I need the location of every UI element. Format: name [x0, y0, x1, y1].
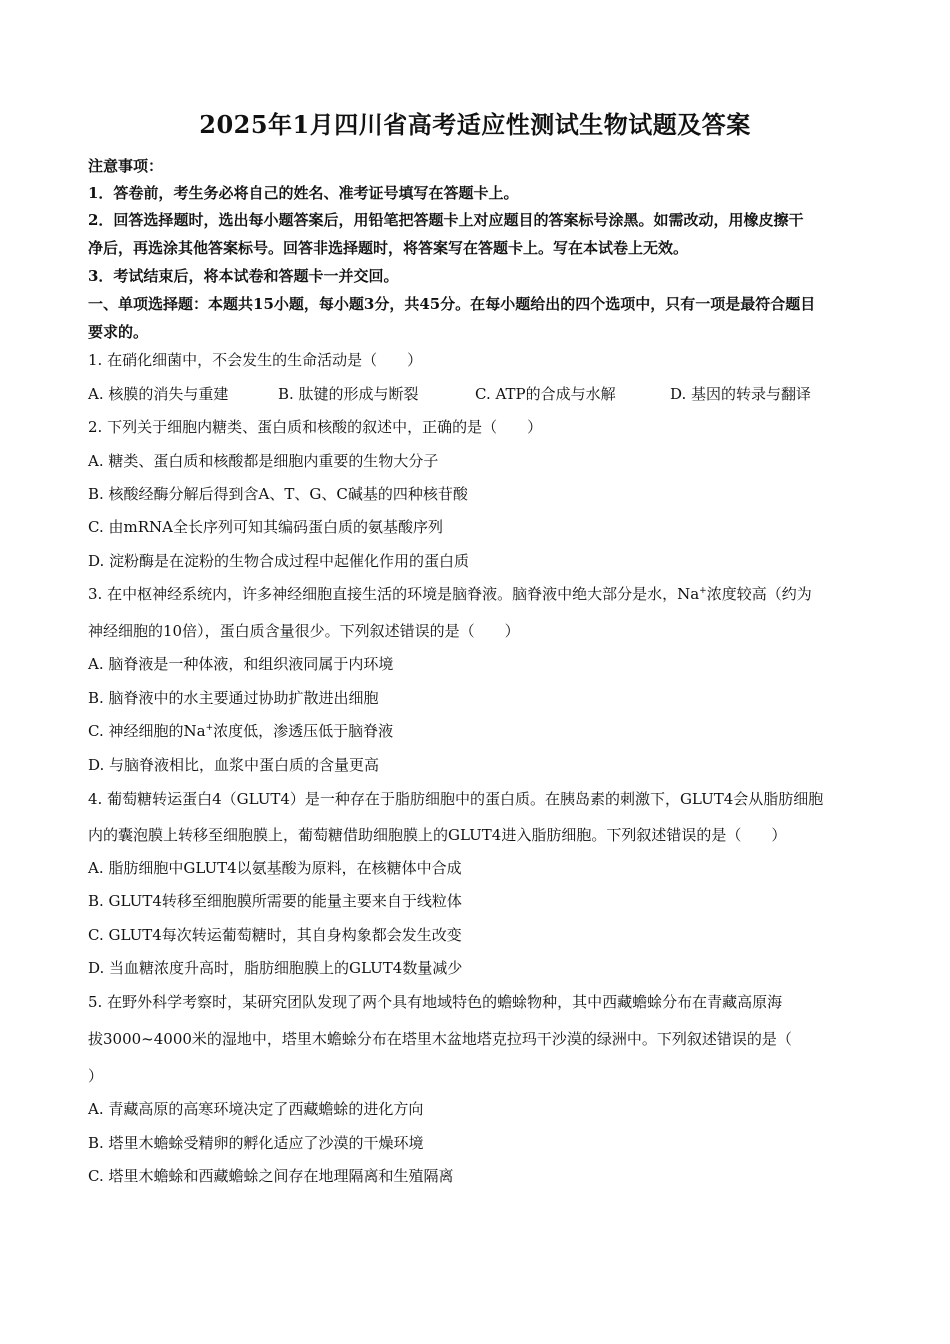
option-d: D. 基因的转录与翻译: [670, 385, 812, 403]
option-c-text-cont: 浓度低，渗透压低于脑脊液: [213, 722, 394, 740]
notice-item-2: 2．回答选择题时，选出每小题答案后，用铅笔把答题卡上对应题目的答案标号涂黑。如需改动，用橡皮擦干: [88, 211, 804, 229]
question-2-option-b: B. 核酸经酶分解后得到含A、T、G、C碱基的四种核苷酸: [88, 485, 468, 503]
question-5-option-b: B. 塔里木蟾蜍受精卵的孵化适应了沙漠的干燥环境: [88, 1134, 424, 1152]
section-heading-cont: 要求的。: [88, 323, 149, 341]
page-title: 2025年1月四川省高考适应性测试生物试题及答案: [199, 110, 751, 139]
question-3-stem: [88, 584, 868, 604]
notice-item-2-cont: 净后，再选涂其他答案标号。回答非选择题时，将答案写在答题卡上。写在本试卷上无效。: [88, 239, 689, 257]
question-3-option-b: B. 脑脊液中的水主要通过协助扩散进出细胞: [88, 689, 379, 707]
question-1-options: [88, 384, 868, 404]
question-4-option-b: B. GLUT4转移至细胞膜所需要的能量主要来自于线粒体: [88, 892, 462, 910]
question-2-option-a: A. 糖类、蛋白质和核酸都是细胞内重要的生物大分子: [88, 452, 439, 470]
question-1-stem: 1. 在硝化细菌中，不会发生的生命活动是（ ）: [88, 351, 423, 369]
question-3-stem-text: 3. 在中枢神经系统内，许多神经细胞直接生活的环境是脑脊液。脑脊液中绝大部分是水，Na: [88, 585, 700, 603]
option-a: A. 核膜的消失与重建: [88, 385, 229, 403]
superscript-plus: +: [699, 586, 707, 596]
question-5-stem: 5. 在野外科学考察时，某研究团队发现了两个具有地域特色的蟾蜍物种，其中西藏蟾蜍分布在青藏高原海: [88, 993, 783, 1011]
notice-item-3: 3．考试结束后，将本试卷和答题卡一并交回。: [88, 267, 399, 285]
question-4-option-a: A. 脂肪细胞中GLUT4以氨基酸为原料，在核糖体中合成: [88, 859, 462, 877]
question-3-stem-cont: 神经细胞的10倍），蛋白质含量很少。下列叙述错误的是（ ）: [88, 622, 520, 640]
question-2-option-d: D. 淀粉酶是在淀粉的生物合成过程中起催化作用的蛋白质: [88, 552, 470, 570]
superscript-plus: +: [205, 723, 214, 733]
section-heading: 一、单项选择题：本题共15小题，每小题3分，共45分。在每小题给出的四个选项中，只有一项是最符合题目: [88, 295, 816, 313]
notice-item-1: 1．答卷前，考生务必将自己的姓名、准考证号填写在答题卡上。: [88, 184, 519, 202]
option-c-text: C. 神经细胞的Na: [88, 722, 206, 740]
question-5-option-a: A. 青藏高原的高寒环境决定了西藏蟾蜍的进化方向: [88, 1100, 424, 1118]
question-3-option-d: D. 与脑脊液相比，血浆中蛋白质的含量更高: [88, 756, 380, 774]
question-4-option-c: C. GLUT4每次转运葡萄糖时，其自身构象都会发生改变: [88, 926, 462, 944]
question-3-option-c: [88, 721, 868, 741]
question-3-stem-text-cont: 浓度较高（约为: [706, 585, 812, 603]
question-4-stem-cont: 内的囊泡膜上转移至细胞膜上，葡萄糖借助细胞膜上的GLUT4进入脂肪细胞。下列叙述错误的是（ ）: [88, 826, 787, 844]
question-5-stem-end: ）: [88, 1067, 104, 1085]
question-4-stem: 4. 葡萄糖转运蛋白4（GLUT4）是一种存在于脂肪细胞中的蛋白质。在胰岛素的刺激下，GLUT4会从脂肪细胞: [88, 790, 824, 808]
question-3-option-a: A. 脑脊液是一种体液，和组织液同属于内环境: [88, 655, 394, 673]
option-c: C. ATP的合成与水解: [475, 385, 616, 403]
question-4-option-d: D. 当血糖浓度升高时，脂肪细胞膜上的GLUT4数量减少: [88, 959, 463, 977]
notice-heading: 注意事项：: [88, 157, 164, 175]
question-2-stem: 2. 下列关于细胞内糖类、蛋白质和核酸的叙述中，正确的是（ ）: [88, 418, 543, 436]
question-5-stem-cont: 拔3000~4000米的湿地中，塔里木蟾蜍分布在塔里木盆地塔克拉玛干沙漠的绿洲中。下列叙述错误的是（: [88, 1030, 792, 1048]
question-2-option-c: C. 由mRNA全长序列可知其编码蛋白质的氨基酸序列: [88, 518, 443, 536]
question-5-option-c: C. 塔里木蟾蜍和西藏蟾蜍之间存在地理隔离和生殖隔离: [88, 1167, 454, 1185]
option-b: B. 肽键的形成与断裂: [278, 385, 419, 403]
